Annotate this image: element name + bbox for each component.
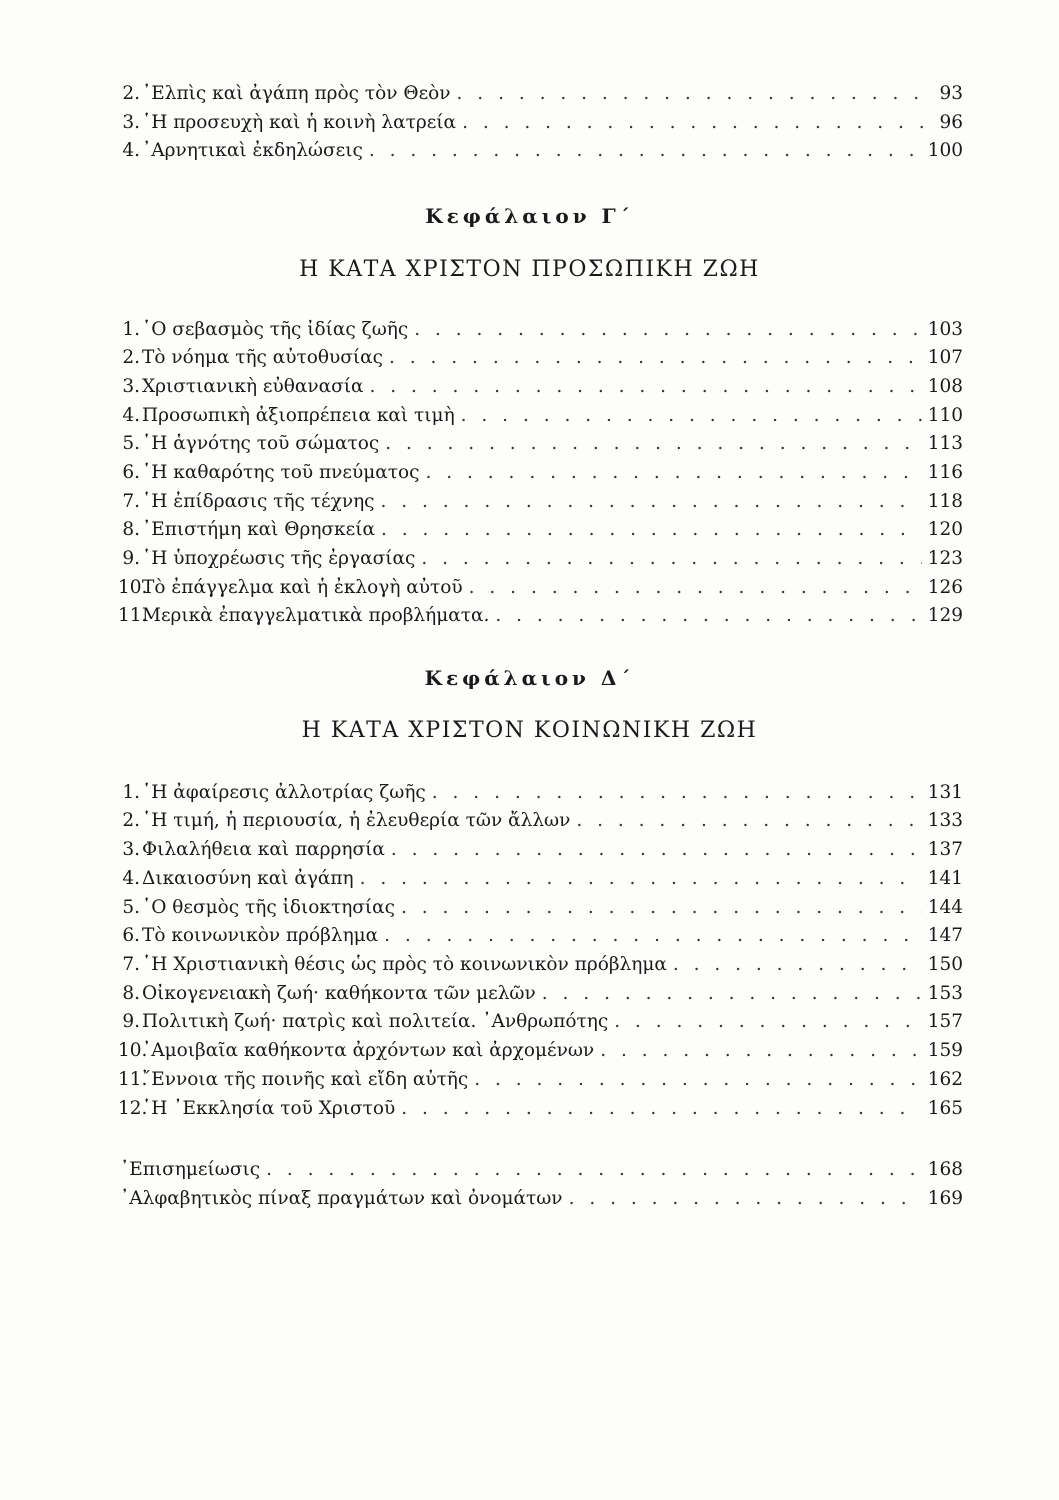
toc-entry — [118, 866, 963, 892]
entry-title: ᾽Αρνητικαὶ ἐκδηλώσεις — [142, 140, 363, 161]
entry-page: 126 — [927, 577, 963, 598]
leader-dots — [389, 345, 922, 371]
leader-dots — [462, 110, 923, 136]
entry-title: ῾Η καθαρότης τοῦ πνεύματος — [142, 462, 420, 483]
entry-title: Τὸ ἐπάγγελμα καὶ ἡ ἐκλογὴ αὐτοῦ — [142, 577, 463, 598]
entry-number: 3. — [122, 376, 140, 397]
entry-page: 144 — [927, 897, 963, 918]
entry-title: ῾Η προσευχὴ καὶ ἡ κοινὴ λατρεία — [142, 112, 457, 133]
leader-dots — [673, 952, 922, 978]
leader-dots — [384, 923, 922, 949]
entry-number: 12. — [118, 1098, 148, 1119]
chapter-label: Κεφάλαιον Δ΄ — [424, 666, 635, 690]
leader-dots — [495, 603, 921, 629]
entry-number: 1. — [122, 782, 140, 803]
entry-number: 1. — [122, 319, 140, 340]
toc-entry — [118, 403, 963, 429]
leader-dots — [381, 489, 922, 515]
leader-dots — [370, 374, 922, 400]
toc-entry — [118, 1096, 963, 1122]
entry-title: ῎Εννοια τῆς ποινῆς καὶ εἴδη αὐτῆς — [142, 1069, 469, 1090]
entry-page: 107 — [927, 347, 963, 368]
toc-entry — [118, 895, 963, 921]
toc-entry — [118, 138, 963, 164]
leader-dots — [369, 138, 922, 164]
entry-number: 7. — [122, 491, 140, 512]
entry-page: 113 — [927, 433, 963, 454]
entry-page: 108 — [927, 376, 963, 397]
entry-title: ῾Η τιμή, ἡ περιουσία, ἡ ἐλευθερία τῶν ἄλλων — [142, 810, 571, 831]
entry-page: 96 — [939, 112, 963, 133]
entry-number: 10. — [118, 577, 148, 598]
entry-title: Οἰκογενειακὴ ζωή· καθήκοντα τῶν μελῶν — [142, 983, 536, 1004]
toc-entry — [118, 110, 963, 136]
entry-title: Πολιτικὴ ζωή· πατρὶς καὶ πολιτεία. ᾽Ανθρωπότης — [142, 1011, 609, 1032]
leader-dots — [391, 837, 922, 863]
toc-entry — [118, 81, 963, 107]
leader-dots — [542, 981, 922, 1007]
entry-number: 6. — [122, 925, 140, 946]
entry-page: 123 — [927, 548, 963, 569]
entry-page: 147 — [927, 925, 963, 946]
entry-title: ῾Ο θεσμὸς τῆς ἰδιοκτησίας — [142, 897, 396, 918]
entry-title: Τὸ νόημα τῆς αὐτοθυσίας — [142, 347, 384, 368]
entry-number: 4. — [122, 405, 140, 426]
entry-page: 141 — [927, 868, 963, 889]
entry-title: ῾Η ἀφαίρεσις ἀλλοτρίας ζωῆς — [142, 782, 426, 803]
entry-page: 157 — [927, 1011, 963, 1032]
leader-dots — [360, 866, 922, 892]
entry-page: 169 — [927, 1188, 963, 1209]
chapter-label: Κεφάλαιον Γ΄ — [425, 204, 634, 228]
entry-title: ᾽Αλφαβητικὸς πίναξ πραγμάτων καὶ ὀνομάτων — [120, 1188, 563, 1209]
entry-page: 116 — [927, 462, 963, 483]
entry-title: Τὸ κοινωνικὸν πρόβλημα — [142, 925, 379, 946]
leader-dots — [614, 1009, 921, 1035]
toc-entry — [118, 489, 963, 515]
leader-dots — [381, 517, 922, 543]
toc-entry — [118, 517, 963, 543]
entry-page: 133 — [927, 810, 963, 831]
toc-entry — [118, 952, 963, 978]
toc-entry — [118, 546, 963, 572]
toc-entry — [118, 575, 963, 601]
toc-entry — [118, 1038, 963, 1064]
entry-number: 4. — [122, 140, 140, 161]
toc-entry — [118, 603, 963, 629]
entry-page: 137 — [927, 839, 963, 860]
leader-dots — [569, 1186, 922, 1212]
entry-page: 131 — [927, 782, 963, 803]
entry-page: 100 — [927, 140, 963, 161]
entry-page: 168 — [927, 1159, 963, 1180]
entry-number: 7. — [122, 954, 140, 975]
back-matter-entry — [118, 1157, 963, 1183]
entry-title: ῾Ο σεβασμὸς τῆς ἰδίας ζωῆς — [142, 319, 409, 340]
leader-dots — [401, 895, 922, 921]
entry-title: ᾽Ελπὶς καὶ ἀγάπη πρὸς τὸν Θεὸν — [142, 83, 451, 104]
entry-number: 11. — [118, 1069, 148, 1090]
leader-dots — [266, 1157, 922, 1183]
entry-page: 103 — [927, 319, 963, 340]
toc-entry — [118, 780, 963, 806]
entry-number: 9. — [122, 1011, 140, 1032]
toc-entry — [118, 1009, 963, 1035]
entry-title: Χριστιανικὴ εὐθανασία — [142, 376, 364, 397]
entry-number: 6. — [122, 462, 140, 483]
leader-dots — [461, 403, 922, 429]
entry-number: 11. — [118, 605, 148, 626]
entry-title: ῾Η ἁγνότης τοῦ σώματος — [142, 433, 380, 454]
leader-dots — [469, 575, 922, 601]
leader-dots — [414, 317, 921, 343]
leader-dots — [421, 546, 921, 572]
chapter-heading: Η ΚΑΤΑ ΧΡΙΣΤΟΝ ΚΟΙΝΩΝΙΚΗ ΖΩΗ — [301, 718, 758, 743]
leader-dots — [474, 1067, 921, 1093]
toc-entry — [118, 808, 963, 834]
entry-page: 153 — [927, 983, 963, 1004]
entry-title: ῾Η ὑποχρέωσις τῆς ἐργασίας — [142, 548, 416, 569]
leader-dots — [576, 808, 921, 834]
entry-title: ᾽Επιστήμη καὶ Θρησκεία — [142, 519, 375, 540]
toc-entry — [118, 923, 963, 949]
entry-number: 2. — [122, 347, 140, 368]
entry-page: 165 — [927, 1098, 963, 1119]
leader-dots — [385, 431, 921, 457]
entry-number: 2. — [122, 83, 140, 104]
entry-number: 4. — [122, 868, 140, 889]
leader-dots — [600, 1038, 922, 1064]
entry-number: 2. — [122, 810, 140, 831]
entry-number: 9. — [122, 548, 140, 569]
entry-page: 162 — [927, 1069, 963, 1090]
toc-entry — [118, 345, 963, 371]
entry-title: Φιλαλήθεια καὶ παρρησία — [142, 839, 385, 860]
entry-number: 3. — [122, 112, 140, 133]
entry-page: 110 — [927, 405, 963, 426]
chapter-heading: Η ΚΑΤΑ ΧΡΙΣΤΟΝ ΠΡΟΣΩΠΙΚΗ ΖΩΗ — [299, 257, 760, 282]
toc-entry — [118, 460, 963, 486]
toc-entry — [118, 317, 963, 343]
entry-page: 159 — [927, 1040, 963, 1061]
back-matter-entry — [118, 1186, 963, 1212]
entry-title: Προσωπικὴ ἀξιοπρέπεια καὶ τιμὴ — [142, 405, 455, 426]
toc-entry — [118, 431, 963, 457]
entry-number: 5. — [122, 433, 140, 454]
entry-title: Μερικὰ ἐπαγγελματικὰ προβλήματα. — [142, 605, 490, 626]
entry-title: ῾Η Χριστιανικὴ θέσις ὡς πρὸς τὸ κοινωνικὸν πρόβλημα — [142, 954, 667, 975]
entry-number: 8. — [122, 983, 140, 1004]
entry-title: Δικαιοσύνη καὶ ἀγάπη — [142, 868, 354, 889]
leader-dots — [457, 81, 923, 107]
entry-number: 10. — [118, 1040, 148, 1061]
entry-number: 5. — [122, 897, 140, 918]
entry-title: ᾽Επισημείωσις — [120, 1159, 261, 1180]
entry-page: 118 — [927, 491, 963, 512]
toc-entry — [118, 981, 963, 1007]
entry-title: ῾Η ἐπίδρασις τῆς τέχνης — [142, 491, 375, 512]
toc-entry — [118, 374, 963, 400]
entry-page: 150 — [927, 954, 963, 975]
toc-entry — [118, 837, 963, 863]
entry-page: 93 — [939, 83, 963, 104]
entry-number: 8. — [122, 519, 140, 540]
leader-dots — [432, 780, 922, 806]
entry-number: 3. — [122, 839, 140, 860]
entry-page: 129 — [927, 605, 963, 626]
entry-title: ῾Η ᾽Εκκλησία τοῦ Χριστοῦ — [142, 1098, 396, 1119]
toc-entry — [118, 1067, 963, 1093]
leader-dots — [401, 1096, 921, 1122]
entry-title: ᾽Αμοιβαῖα καθήκοντα ἀρχόντων καὶ ἀρχομένων — [142, 1040, 595, 1061]
leader-dots — [426, 460, 922, 486]
entry-page: 120 — [927, 519, 963, 540]
